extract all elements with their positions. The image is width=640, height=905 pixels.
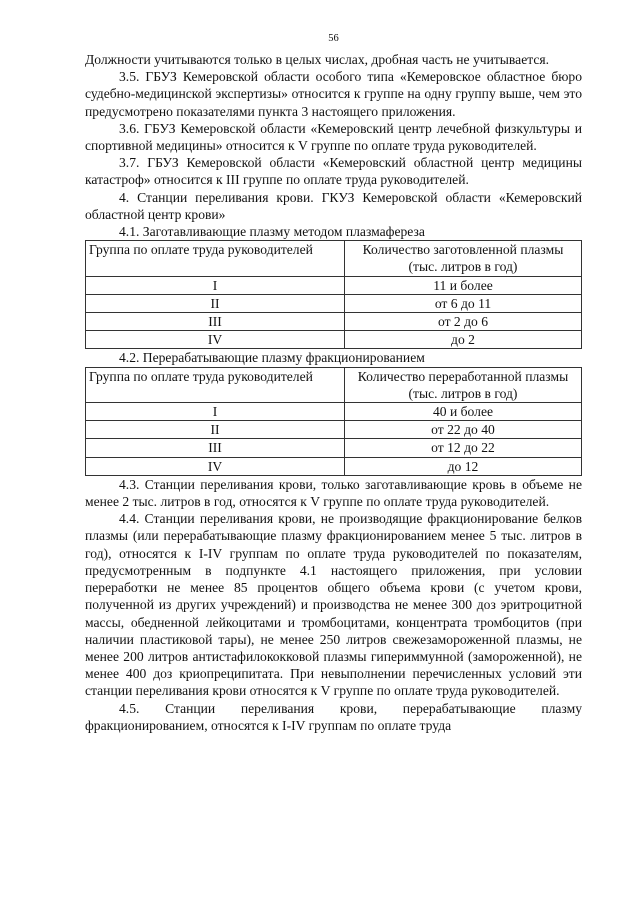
- paragraph-4-blood-stations: 4. Станции переливания крови. ГКУЗ Кемеровской области «Кемеровский областной центр крови»: [85, 189, 582, 222]
- document-page: [85, 32, 582, 734]
- value-cell: от 2 до 6: [345, 313, 582, 331]
- header-group-label: Группа по оплате труда руководителей: [86, 367, 345, 402]
- value-cell: до 2: [345, 331, 582, 349]
- group-cell: II: [86, 294, 345, 312]
- table-plasma-processed: [85, 367, 582, 476]
- header-quantity-label: [345, 367, 582, 402]
- header-quantity-label: [345, 241, 582, 276]
- paragraph-fraction-note: Должности учитываются только в целых числах, дробная часть не учитывается.: [85, 52, 550, 67]
- group-cell: I: [86, 276, 345, 294]
- header-group-label: Группа по оплате труда руководителей: [86, 241, 345, 276]
- value-cell: от 22 до 40: [345, 421, 582, 439]
- header-quantity-line1: Количество заготовленной плазмы: [362, 242, 564, 258]
- paragraph-4-5: 4.5. Станции переливания крови, перерабатывающие плазму фракционированием, относятся к I-IV группам по оплате труда: [85, 700, 582, 733]
- value-cell: от 12 до 22: [345, 439, 582, 457]
- page-number: 56: [328, 33, 339, 44]
- value-cell: 40 и более: [345, 403, 582, 421]
- header-quantity-line2: (тыс. литров в год): [408, 385, 518, 401]
- header-quantity-line1: Количество переработанной плазмы: [357, 368, 569, 384]
- table-row: [86, 313, 582, 331]
- value-cell: 11 и более: [345, 276, 582, 294]
- table-row: [86, 439, 582, 457]
- table-header-row: [86, 241, 582, 276]
- paragraph-4-4: 4.4. Станции переливания крови, не производящие фракционирование белков плазмы (или перерабатывающие плазму фракционированием менее 5 тыс. литров в год), относятся к I-IV группам по оплате труда руководителей по показателям, предусмотренным в подпункте 4.1 настоящего приложения, при условии переработки не менее 85 процентов общего объема крови (с учетом крови, полученной из других учреждений) и производства не менее 300 доз эритроцитной массы, обедненной лейкоцитами и тромбоцитами, концентрата тромбоцитов (при наличии пластиковой тары), не менее 250 литров свежезамороженной плазмы, не менее 200 литров антистафилококковой плазмы гипериммунной (замороженной), не менее 400 доз криопреципитата. При невыполнении перечисленных условий эти станции переливания крови относятся к V группе по оплате труда руководителей.: [85, 511, 582, 699]
- table-row: [86, 421, 582, 439]
- table-header-row: [86, 367, 582, 402]
- paragraph-3-6: 3.6. ГБУЗ Кемеровской области «Кемеровский центр лечебной физкультуры и спортивной медицины» относится к V группе по оплате труда руководителей.: [85, 120, 582, 154]
- header-quantity-line2: (тыс. литров в год): [408, 259, 518, 275]
- value-cell: от 6 до 11: [345, 294, 582, 312]
- group-cell: III: [86, 313, 345, 331]
- table-row: [86, 457, 582, 475]
- value-cell: до 12: [345, 457, 582, 475]
- group-cell: IV: [86, 457, 345, 475]
- table-row: [86, 331, 582, 349]
- group-cell: IV: [86, 331, 345, 349]
- paragraph-4-3: 4.3. Станции переливания крови, только заготавливающие кровь в объеме не менее 2 тыс. литров в год, относятся к V группе по оплате труда руководителей.: [85, 476, 582, 510]
- table-row: [86, 403, 582, 421]
- group-cell: II: [86, 421, 345, 439]
- group-cell: I: [86, 403, 345, 421]
- group-cell: III: [86, 439, 345, 457]
- table-row: [86, 276, 582, 294]
- table-row: [86, 294, 582, 312]
- section-4-1-heading: 4.1. Заготавливающие плазму методом плазмафереза: [119, 224, 425, 240]
- paragraph-3-5: 3.5. ГБУЗ Кемеровской области особого типа «Кемеровское областное бюро судебно-медицинской экспертизы» относится к группе на одну группу выше, чем это предусмотрено показателями пункта 3 настоящего приложения.: [85, 69, 582, 119]
- table-plasma-collected: [85, 240, 582, 349]
- section-4-2-heading: 4.2. Перерабатывающие плазму фракционированием: [119, 350, 425, 366]
- paragraph-3-7: 3.7. ГБУЗ Кемеровской области «Кемеровский областной центр медицины катастроф» относится к III группе по оплате труда руководителей.: [85, 155, 582, 188]
